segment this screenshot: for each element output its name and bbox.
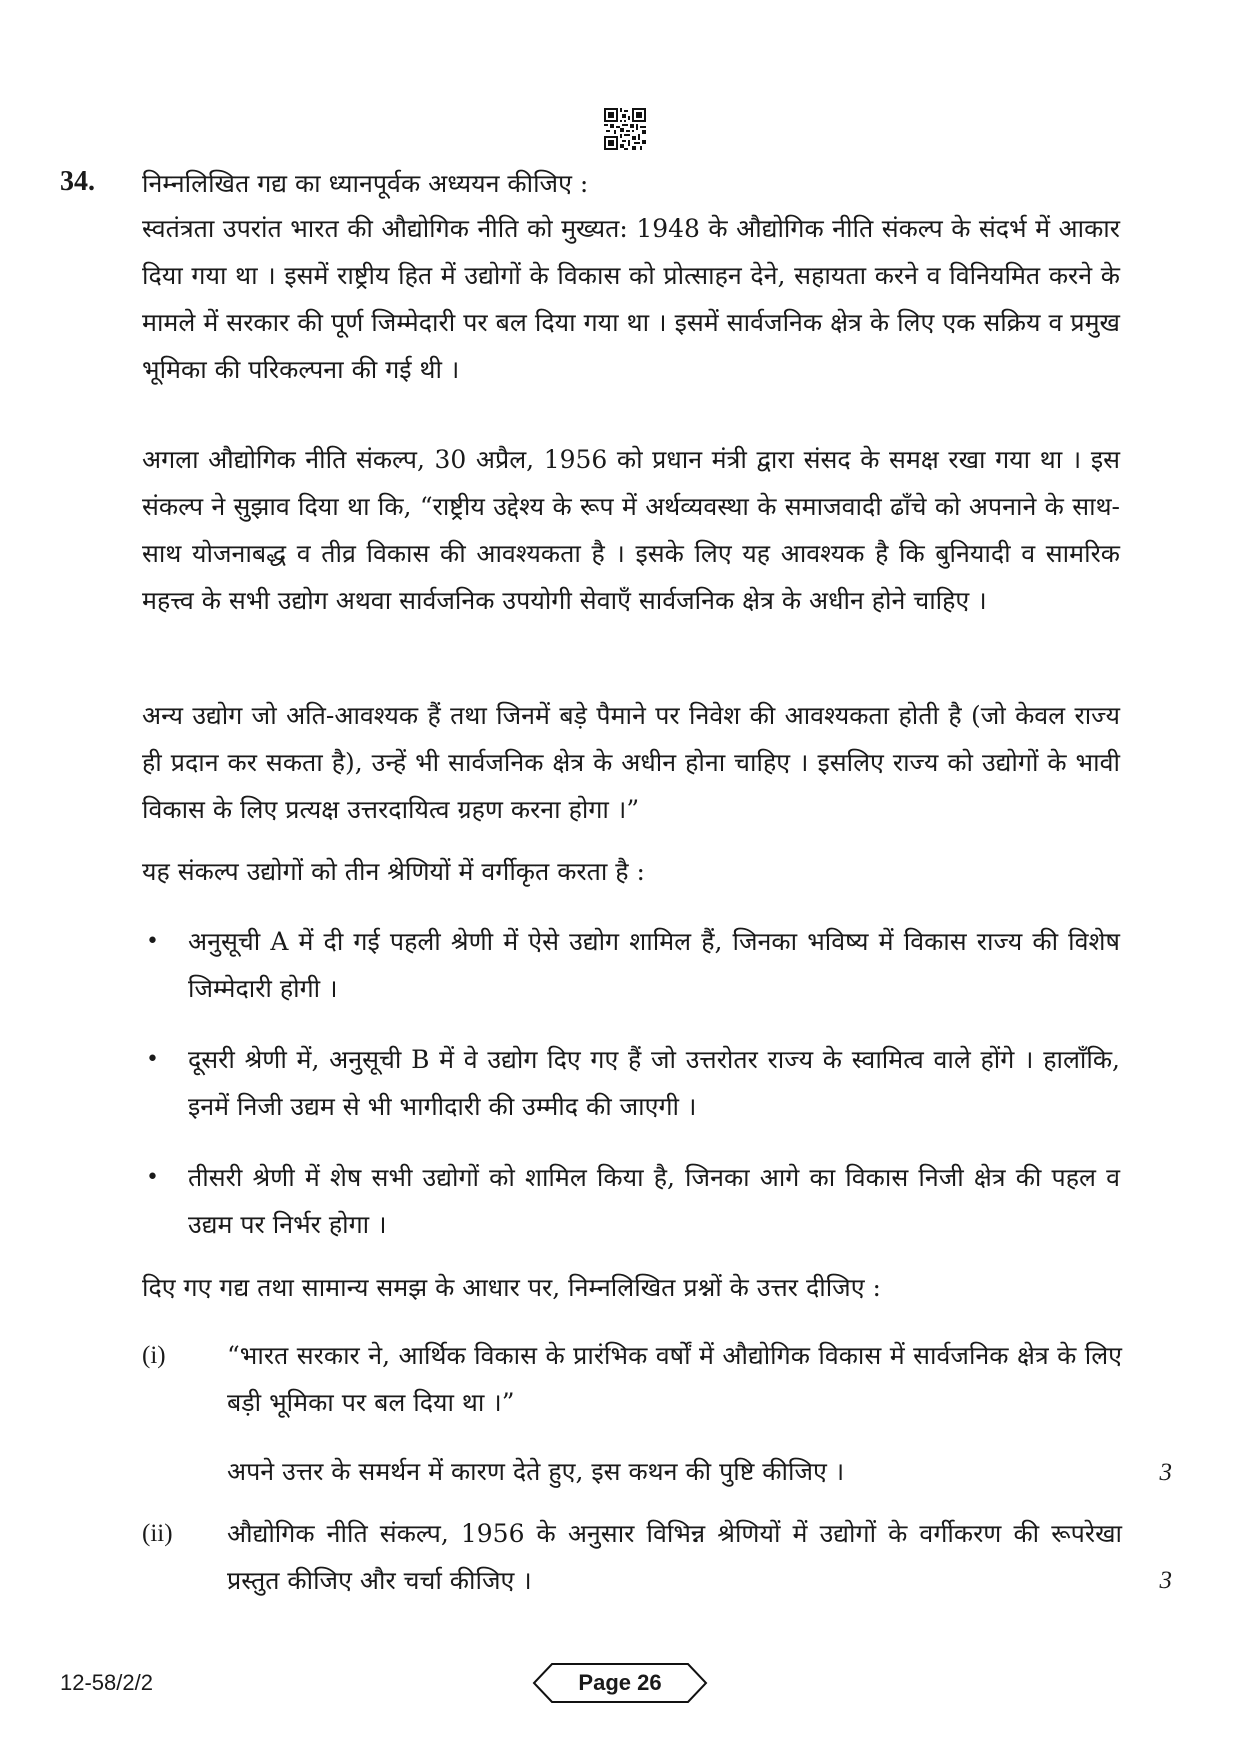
answer-instruction: दिए गए गद्य तथा सामान्य समझ के आधार पर, निम्नलिखित प्रश्नों के उत्तर दीजिए : (142, 1273, 881, 1302)
qr-code (604, 108, 646, 150)
passage-paragraph-2: अगला औद्योगिक नीति संकल्प, 30 अप्रैल, 1956 को प्रधान मंत्री द्वारा संसद के समक्ष रखा गया था । इस संकल्प ने सुझाव दिया था कि, “राष्ट्रीय उद्देश्य के रूप में अर्थव्यवस्था के समाजवादी ढाँचे को अपनाने के साथ-साथ योजनाबद्ध व तीव्र विकास की आवश्यकता है । इसके लिए यह आवश्यक है कि बुनियादी व सामरिक महत्त्व के सभी उद्योग अथवा सार्वजनिक उपयोगी सेवाएँ सार्वजनिक क्षेत्र के अधीन होने चाहिए । (142, 445, 1120, 615)
list-item (142, 1036, 1120, 1130)
subquestion-quote: “भारत सरकार ने, आर्थिक विकास के प्रारंभिक वर्षों में औद्योगिक विकास में सार्वजनिक क्षेत्र के लिए बड़ी भूमिका पर बल दिया था ।” (227, 1341, 1122, 1417)
subquestion-number: (i) (142, 1342, 166, 1369)
bullet-icon: • (146, 1047, 159, 1072)
paper-code: 12-58/2/2 (60, 1670, 153, 1695)
subquestion-ii (142, 1510, 1172, 1604)
list-item (142, 1154, 1120, 1248)
subquestion-number: (ii) (142, 1520, 173, 1547)
classification-intro: यह संकल्प उद्योगों को तीन श्रेणियों में वर्गीकृत करता है : (142, 857, 645, 886)
page-number: Page 26 (578, 1670, 662, 1695)
category-text-2: दूसरी श्रेणी में, अनुसूची B में वे उद्योग दिए गए हैं जो उत्तरोतर राज्य के स्वामित्व वाले होंगे । हालाँकि, इनमें निजी उद्यम से भी भागीदारी की उम्मीद की जाएगी । (188, 1045, 1120, 1121)
question-number: 34. (60, 166, 95, 197)
marks-label: 3 (1159, 1459, 1172, 1486)
subquestion-task: अपने उत्तर के समर्थन में कारण देते हुए, इस कथन की पुष्टि कीजिए । (227, 1457, 845, 1486)
page-number-badge (532, 1662, 708, 1704)
category-list (142, 918, 1120, 1272)
bullet-icon: • (146, 929, 159, 954)
passage-paragraph-3: अन्य उद्योग जो अति-आवश्यक हैं तथा जिनमें बड़े पैमाने पर निवेश की आवश्यकता होती है (जो केवल राज्य ही प्रदान कर सकता है), उन्हें भी सार्वजनिक क्षेत्र के अधीन होना चाहिए । इसलिए राज्य को उद्योगों के भावी विकास के लिए प्रत्यक्ष उत्तरदायित्व ग्रहण करना होगा ।” (142, 701, 1120, 824)
marks-label: 3 (1159, 1567, 1172, 1594)
subquestion-i (142, 1332, 1172, 1495)
question-instruction: निम्नलिखित गद्य का ध्यानपूर्वक अध्ययन कीजिए : (142, 169, 589, 198)
subquestion-text: औद्योगिक नीति संकल्प, 1956 के अनुसार विभिन्न श्रेणियों में उद्योगों के वर्गीकरण की रूपरेखा प्रस्तुत कीजिए और चर्चा कीजिए । (227, 1519, 1122, 1595)
list-item (142, 918, 1120, 1012)
passage-paragraph-1: स्वतंत्रता उपरांत भारत की औद्योगिक नीति को मुख्यत: 1948 के औद्योगिक नीति संकल्प के संदर्भ में आकार दिया गया था । इसमें राष्ट्रीय हित में उद्योगों के विकास को प्रोत्साहन देने, सहायता करने व विनियमित करने के मामले में सरकार की पूर्ण जिम्मेदारी पर बल दिया गया था । इसमें सार्वजनिक क्षेत्र के लिए एक सक्रिय व प्रमुख भूमिका की परिकल्पना की गई थी । (142, 214, 1120, 384)
category-text-3: तीसरी श्रेणी में शेष सभी उद्योगों को शामिल किया है, जिनका आगे का विकास निजी क्षेत्र की पहल व उद्यम पर निर्भर होगा । (188, 1163, 1120, 1239)
bullet-icon: • (146, 1165, 159, 1190)
category-text-1: अनुसूची A में दी गई पहली श्रेणी में ऐसे उद्योग शामिल हैं, जिनका भविष्य में विकास राज्य की विशेष जिम्मेदारी होगी । (188, 927, 1120, 1003)
